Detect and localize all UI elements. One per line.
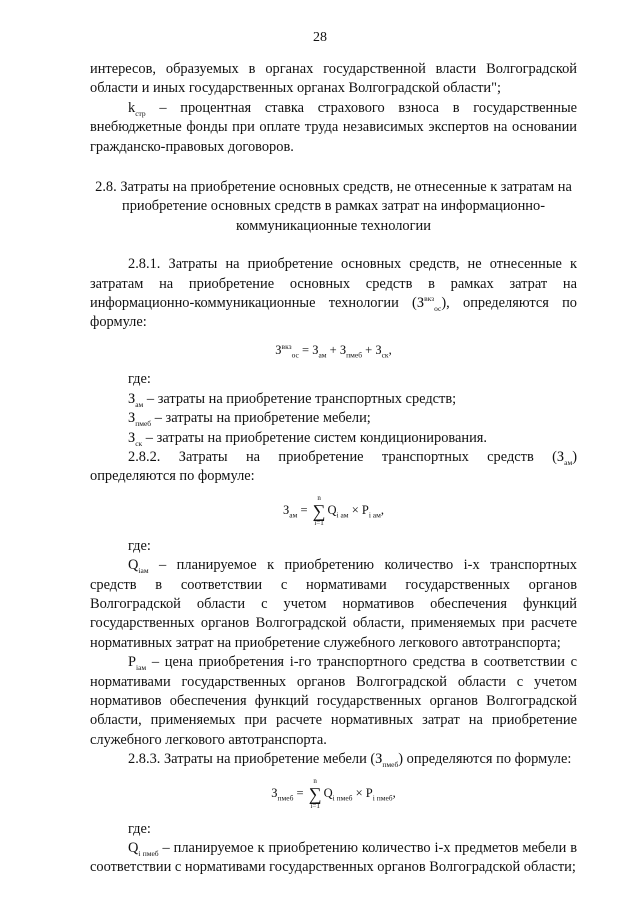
paragraph-2-8-1 bbox=[90, 255, 577, 333]
sum-upper-limit: n bbox=[317, 493, 321, 502]
page-number: 28 bbox=[313, 30, 327, 45]
formula-subscript: i ам bbox=[336, 510, 349, 520]
formula-1: $З^{вкз}_{ос} = З_{ам} + З_{пмеб} + З_{ск}$, bbox=[275, 341, 392, 360]
formula-subscript: ск bbox=[381, 350, 389, 360]
definition-z-pmeb bbox=[90, 409, 577, 428]
definition-text: – цена приобретения i-го транспортного средства в соответствии с нормативами государственных органов Волгоградской области с учетом нормативов обеспечения функций государственных органов Волгоградской области, применяемых при расчете нормативных затрат на приобретение служебного легкового автотранспорта. bbox=[90, 654, 577, 748]
symbol-subscript: ос bbox=[434, 303, 442, 313]
where-label: где: bbox=[128, 820, 151, 837]
definition-z-am bbox=[90, 390, 577, 409]
sum-upper-limit: n bbox=[313, 776, 317, 785]
definition-text: – затраты на приобретение транспортных средств; bbox=[143, 390, 457, 407]
formula-symbol: З bbox=[282, 502, 290, 517]
formula-subscript: i пмеб bbox=[332, 792, 353, 802]
text-part: 2.8.3. Затраты на приобретение мебели ( bbox=[128, 751, 376, 768]
symbol: P bbox=[128, 654, 137, 671]
paragraph-2-8-3 bbox=[90, 750, 577, 769]
definition-q-pmeb bbox=[90, 839, 577, 878]
symbol: Q bbox=[128, 557, 139, 574]
symbol-subscript: ск bbox=[135, 438, 143, 448]
symbol-subscript: ам bbox=[135, 399, 144, 409]
symbol: З bbox=[556, 448, 565, 465]
symbol: З bbox=[128, 410, 136, 427]
sum-operator bbox=[313, 495, 326, 527]
where-label: где: bbox=[128, 537, 151, 554]
where-label: где: bbox=[128, 371, 151, 388]
formula-symbol: З bbox=[271, 785, 278, 800]
symbol-subscript: пмеб bbox=[382, 760, 399, 770]
definition-z-sk bbox=[90, 429, 577, 448]
section-heading: 2.8. Затраты на приобретение основных средств, не отнесенные к затратам на приобретение основных средств в рамках затрат на информационно-коммуникационные технологии bbox=[95, 179, 572, 234]
symbol: З bbox=[416, 295, 425, 312]
text-part: ), определяются по формуле: bbox=[90, 295, 577, 331]
definition-text: – процентная ставка страхового взноса в государственные внебюджетные фонды при оплате труда независимых экспертов на основании гражданско-правовых договоров. bbox=[90, 99, 577, 155]
symbol: З bbox=[128, 390, 136, 407]
formula-symbol: P bbox=[361, 502, 369, 517]
symbol: З bbox=[375, 751, 383, 768]
formula-superscript: вкз bbox=[281, 341, 292, 351]
symbol-subscript: iам bbox=[138, 566, 149, 575]
formula-subscript: i ам bbox=[368, 510, 381, 520]
definition-text: – планируемое к приобретению количество i-х транспортных средств в соответствии с нормативами государственных органов Волгоградской области с учетом нормативов обеспечения функций государственных органов Волгоградской области, применяемых при расчете нормативных затрат на приобретение служебного легкового автотранспорта; bbox=[90, 557, 577, 651]
sigma-symbol: ∑ bbox=[312, 500, 326, 521]
symbol-subscript: i пмеб bbox=[138, 848, 159, 858]
symbol: k bbox=[128, 99, 136, 116]
formula-symbol: Q bbox=[327, 502, 337, 517]
symbol-subscript: пмеб bbox=[135, 418, 152, 428]
sum-operator bbox=[309, 778, 322, 810]
formula-subscript: i пмеб bbox=[372, 792, 393, 802]
definition-text: – планируемое к приобретению количество i-х предметов мебели в соответствии с нормативами государственных органов Волгоградской области; bbox=[90, 840, 577, 876]
sigma-symbol: ∑ bbox=[308, 783, 322, 804]
symbol: З bbox=[128, 429, 136, 446]
symbol: Q bbox=[128, 840, 139, 856]
symbol-subscript: стр bbox=[135, 108, 146, 118]
formula-subscript: ос bbox=[291, 350, 299, 360]
formula-subscript: пмеб bbox=[346, 350, 363, 360]
symbol-superscript: вкз bbox=[424, 294, 435, 304]
text-part: 2.8.1. Затраты на приобретение основных средств, не отнесенные к затратам на приобретение основных средств в рамках затрат на информационно-коммуникационные технологии ( bbox=[90, 256, 577, 312]
definition-text: – затраты на приобретение мебели; bbox=[151, 410, 371, 427]
formula-3: $З_{пмеб}$ = n ∑ i=1 $Q_{i пмеб} \times P_{i пмеб}$, bbox=[271, 776, 396, 810]
formula-symbol: З bbox=[339, 342, 347, 357]
formula-symbol: Q bbox=[323, 785, 333, 800]
formula-symbol: З bbox=[312, 342, 319, 357]
symbol-subscript: iам bbox=[136, 663, 147, 673]
symbol-subscript: ам bbox=[564, 457, 573, 467]
formula-subscript: пмеб bbox=[277, 792, 294, 802]
formula-symbol: З bbox=[275, 342, 282, 357]
formula-symbol: P bbox=[365, 785, 373, 800]
formula-subscript: ам bbox=[318, 350, 327, 360]
text-part: ) определяются по формуле: bbox=[398, 751, 572, 768]
paragraph-k-str bbox=[90, 99, 577, 157]
formula-subscript: ам bbox=[289, 510, 298, 520]
sum-lower-limit: i=1 bbox=[314, 518, 324, 527]
paragraph-2-8-2 bbox=[90, 448, 577, 487]
formula-symbol: З bbox=[375, 342, 382, 357]
definition-q-am bbox=[90, 556, 577, 653]
text-part: ) определяются по формуле: bbox=[90, 448, 577, 485]
page-body bbox=[90, 60, 577, 878]
text-part: 2.8.2. Затраты на приобретение транспортных средств ( bbox=[128, 448, 557, 465]
paragraph-continuation: интересов, образуемых в органах государственной власти Волгоградской области и иных государственных органах Волгоградской области"; bbox=[90, 61, 577, 97]
sum-lower-limit: i=1 bbox=[310, 801, 320, 810]
definition-p-am bbox=[90, 653, 577, 750]
formula-2: $З_{ам}$ = n ∑ i=1 $Q_{i ам} \times P_{i ам}$, bbox=[282, 493, 384, 527]
definition-text: – затраты на приобретение систем кондиционирования. bbox=[142, 429, 488, 446]
